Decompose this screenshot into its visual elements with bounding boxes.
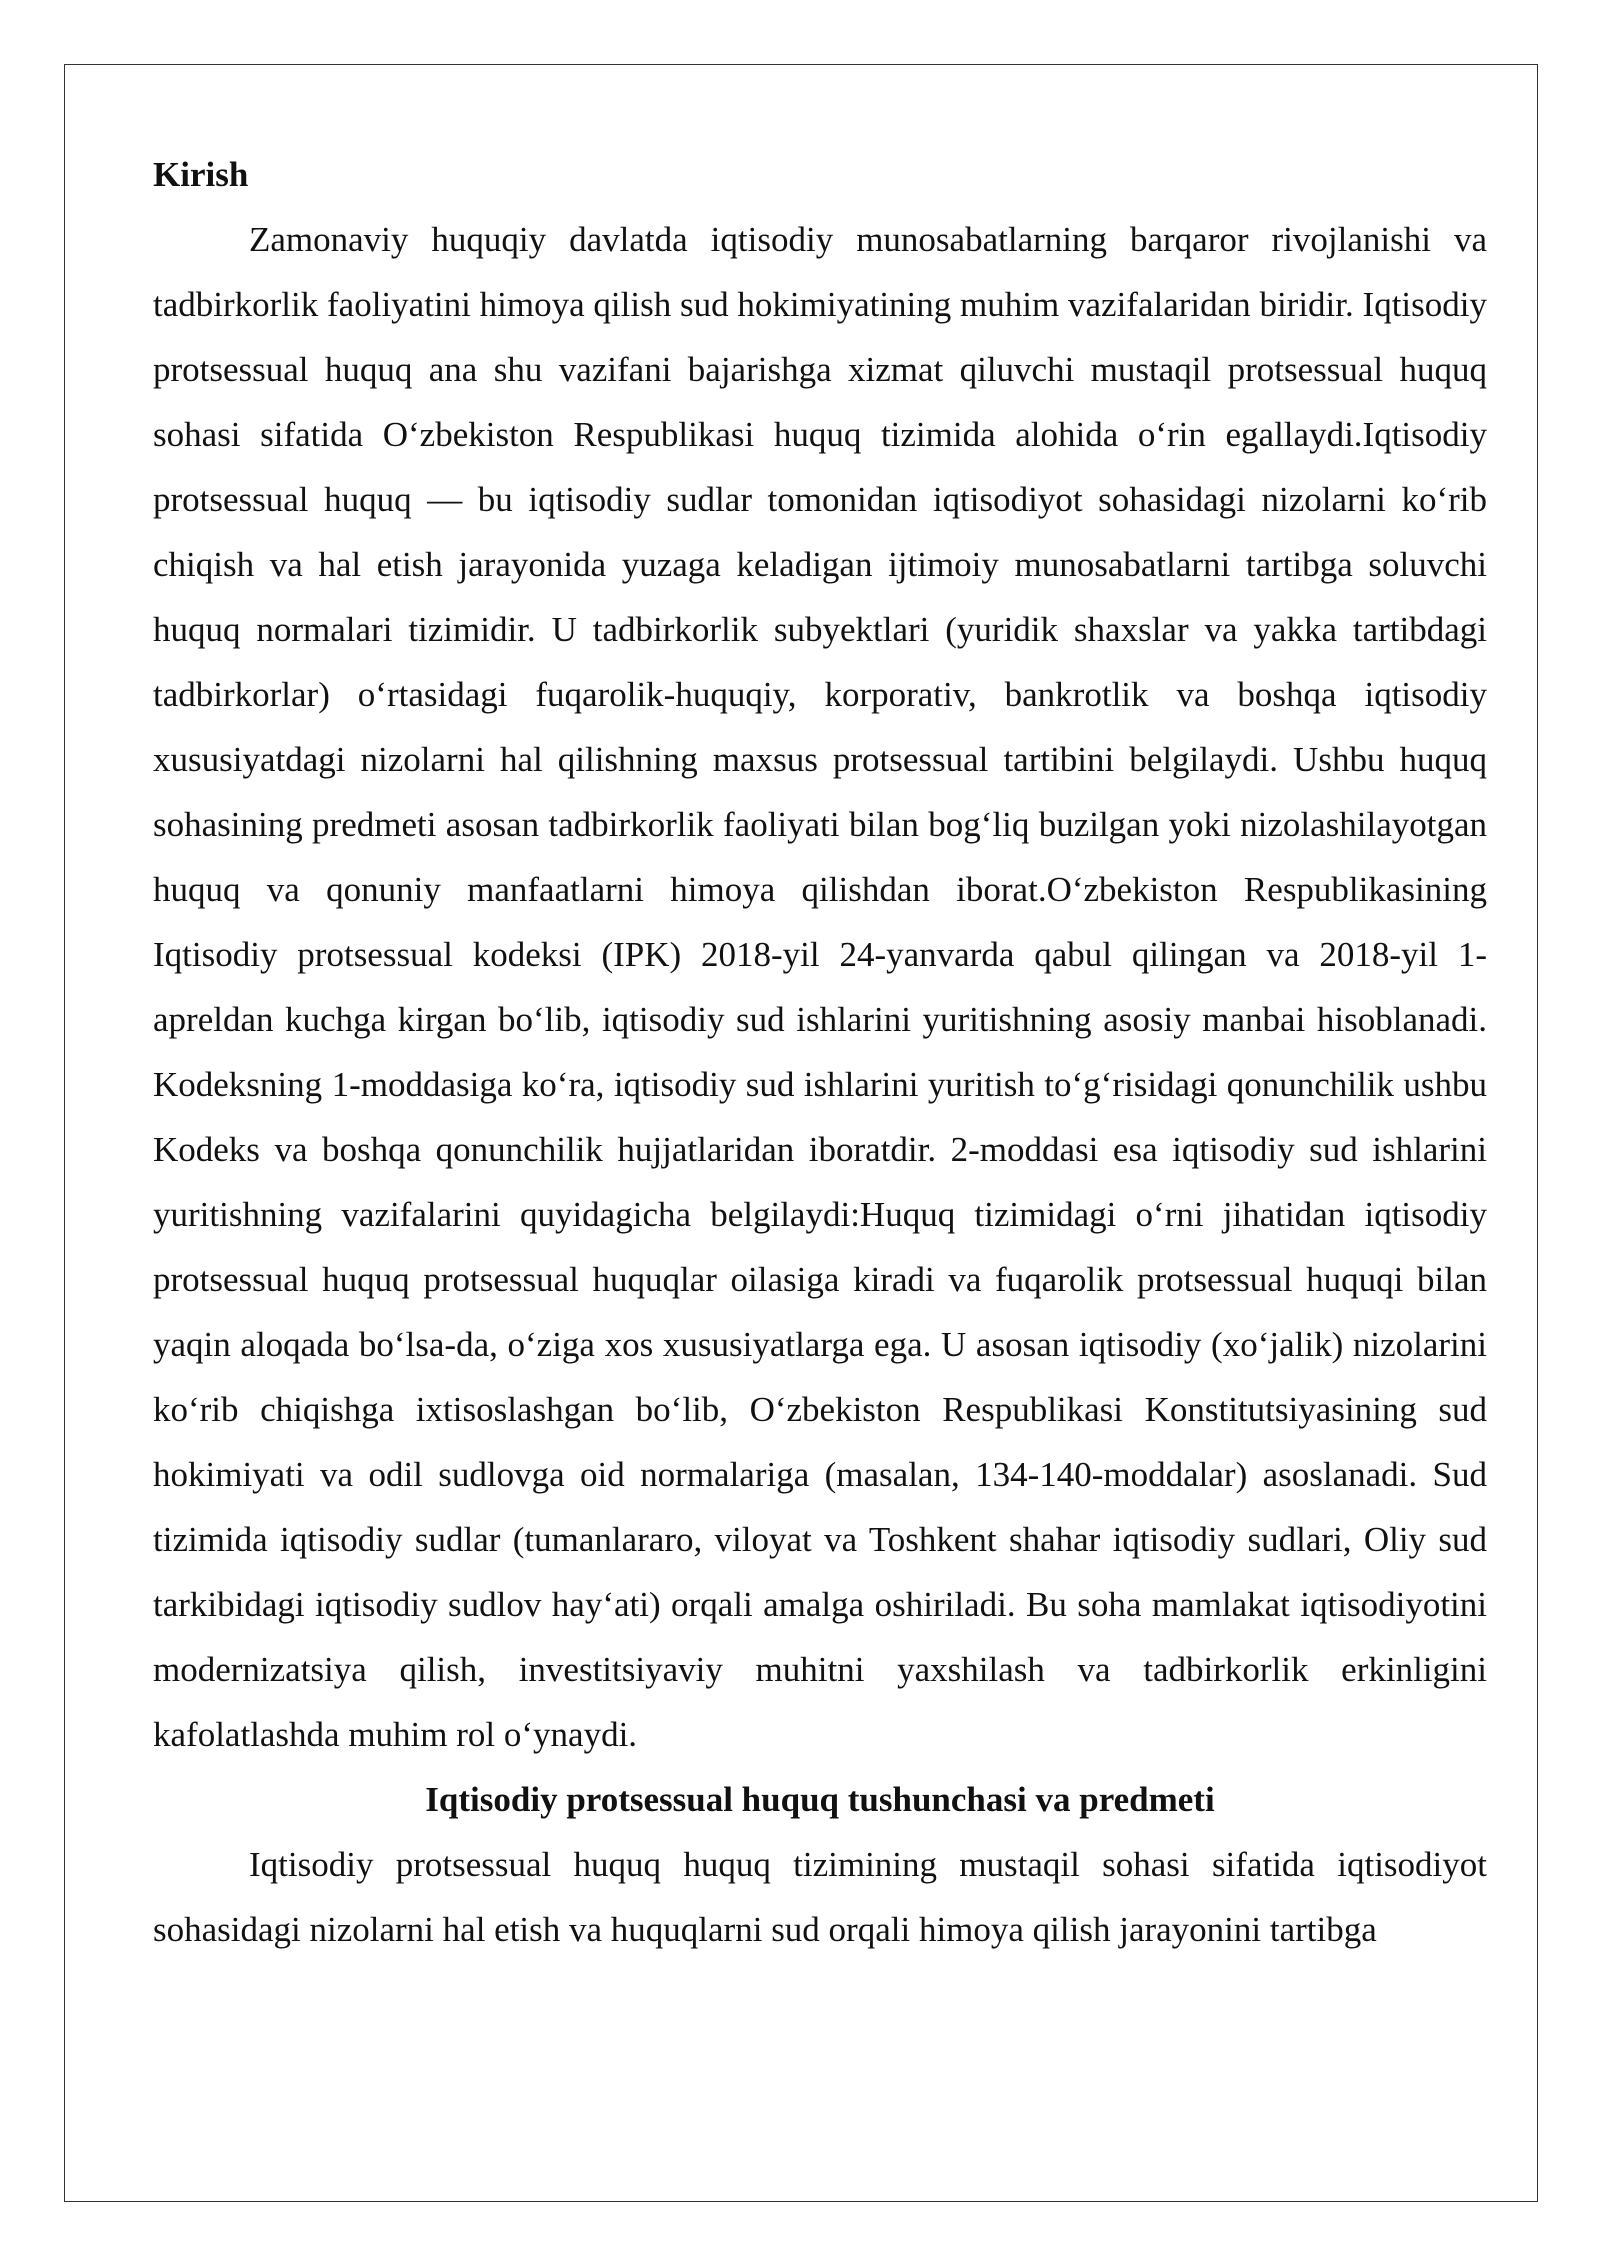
intro-paragraph: Zamonaviy huquqiy davlatda iqtisodiy munosabatlarning barqaror rivojlanishi va tadbirkorlik faoliyatini himoya qilish sud hokimiyatining muhim vazifalaridan biridir. Iqtisodiy protsessual huquq ana shu vazifani bajarishga xizmat qiluvchi mustaqil protsessual huquq sohasi sifatida O‘zbekiston Respublikasi huquq tizimida alohida o‘rin egallaydi.Iqtisodiy protsessual huquq — bu iqtisodiy sudlar tomonidan iqtisodiyot sohasidagi nizolarni ko‘rib chiqish va hal etish jarayonida yuzaga keladigan ijtimoiy munosabatlarni tartibga soluvchi huquq normalari tizimidir. U tadbirkorlik subyektlari (yuridik shaxslar va yakka tartibdagi tadbirkorlar) o‘rtasidagi fuqarolik-huquqiy, korporativ, bankrotlik va boshqa iqtisodiy xususiyatdagi nizolarni hal qilishning maxsus protsessual tartibini belgilaydi. Ushbu huquq sohasining predmeti asosan tadbirkorlik faoliyati bilan bog‘liq buzilgan yoki nizolashilayotgan huquq va qonuniy manfaatlarni himoya qilishdan iborat.O‘zbekiston Respublikasining Iqtisodiy protsessual kodeksi (IPK) 2018-yil 24-yanvarda qabul qilingan va 2018-yil 1-apreldan kuchga kirgan bo‘lib, iqtisodiy sud ishlarini yuritishning asosiy manbai hisoblanadi. Kodeksning 1-moddasiga ko‘ra, iqtisodiy sud ishlarini yuritish to‘g‘risidagi qonunchilik ushbu Kodeks va boshqa qonunchilik hujjatlaridan iboratdir. 2-moddasi esa iqtisodiy sud ishlarini yuritishning vazifalarini quyidagicha belgilaydi:Huquq tizimidagi o‘rni jihatidan iqtisodiy protsessual huquq protsessual huquqlar oilasiga kiradi va fuqarolik protsessual huquqi bilan yaqin aloqada bo‘lsa-da, o‘ziga xos xususiyatlarga ega. U asosan iqtisodiy (xo‘jalik) nizolarini ko‘rib chiqishga ixtisoslashgan bo‘lib, O‘zbekiston Respublikasi Konstitutsiyasining sud hokimiyati va odil sudlovga oid normalariga (masalan, 134-140-moddalar) asoslanadi. Sud tizimida iqtisodiy sudlar (tumanlararo, viloyat va Toshkent shahar iqtisodiy sudlari, Oliy sud tarkibidagi iqtisodiy sudlov hay‘ati) orqali amalga oshiriladi. Bu soha mamlakat iqtisodiyotini modernizatsiya qilish, investitsiyaviy muhitni yaxshilash va tadbirkorlik erkinligini kafolatlashda muhim rol o‘ynaydi.: [153, 220, 1487, 1754]
document-body: [153, 142, 1487, 1962]
section-heading: Iqtisodiy protsessual huquq tushunchasi va predmeti: [425, 1780, 1215, 1819]
section-paragraph: Iqtisodiy protsessual huquq huquq tizimining mustaqil sohasi sifatida iqtisodiyot sohasidagi nizolarni hal etish va huquqlarni sud orqali himoya qilish jarayonini tartibga: [153, 1845, 1487, 1949]
intro-heading: Kirish: [153, 155, 249, 194]
